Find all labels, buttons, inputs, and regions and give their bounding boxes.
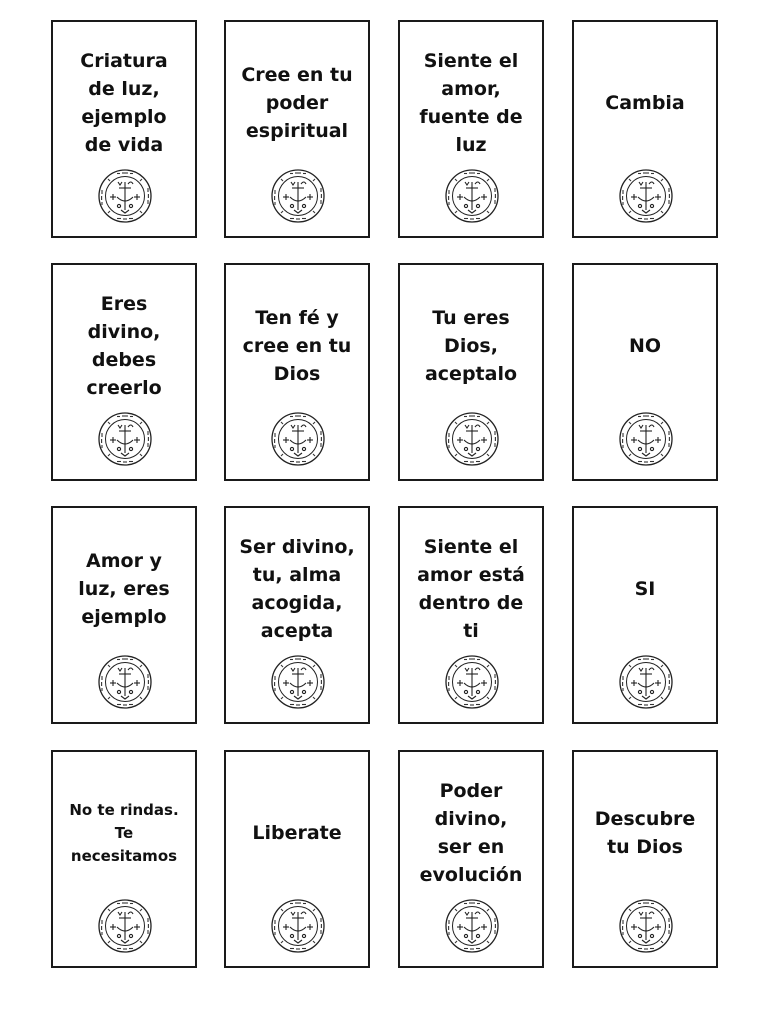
card [572, 263, 718, 481]
card-text: Ser divino, tu, alma acogida, acepta [239, 536, 355, 642]
seal-icon [618, 898, 674, 954]
card-text: Amor y luz, eres ejemplo [78, 550, 170, 628]
seal-icon [270, 168, 326, 224]
seal-icon [618, 654, 674, 710]
card [572, 750, 718, 968]
card [51, 506, 197, 724]
card-text: Siente el amor, fuente de luz [419, 50, 523, 156]
card-text: Eres divino, debes creerlo [86, 293, 162, 399]
card-text: SI [634, 578, 656, 600]
card-text: Tu eres Dios, aceptalo [424, 307, 518, 385]
card [398, 20, 544, 238]
seal-icon [270, 654, 326, 710]
seal-icon [618, 168, 674, 224]
card-text: Descubre tu Dios [594, 808, 696, 858]
card [51, 263, 197, 481]
seal-icon [444, 654, 500, 710]
card-text: Siente el amor está dentro de ti [417, 536, 525, 642]
card [51, 750, 197, 968]
seal-icon [270, 411, 326, 467]
card [51, 20, 197, 238]
card [572, 20, 718, 238]
card [572, 506, 718, 724]
card-text: Liberate [252, 822, 342, 844]
card [224, 263, 370, 481]
card-text: Ten fé y cree en tu Dios [242, 307, 352, 385]
card-text: Cree en tu poder espiritual [241, 64, 353, 142]
card [224, 506, 370, 724]
seal-icon [97, 654, 153, 710]
card [224, 750, 370, 968]
seal-icon [97, 168, 153, 224]
card-text: No te rindas. Te necesitamos [69, 800, 179, 865]
card-text: Poder divino, ser en evolución [419, 780, 523, 886]
seal-icon [618, 411, 674, 467]
seal-icon [270, 898, 326, 954]
seal-icon [97, 411, 153, 467]
card [224, 20, 370, 238]
seal-icon [444, 168, 500, 224]
card-text: Cambia [605, 92, 685, 114]
seal-icon [444, 898, 500, 954]
card-text: Criatura de luz, ejemplo de vida [80, 50, 168, 156]
card [398, 263, 544, 481]
card [398, 506, 544, 724]
card [398, 750, 544, 968]
seal-icon [97, 898, 153, 954]
seal-icon [444, 411, 500, 467]
card-text: NO [628, 335, 662, 357]
